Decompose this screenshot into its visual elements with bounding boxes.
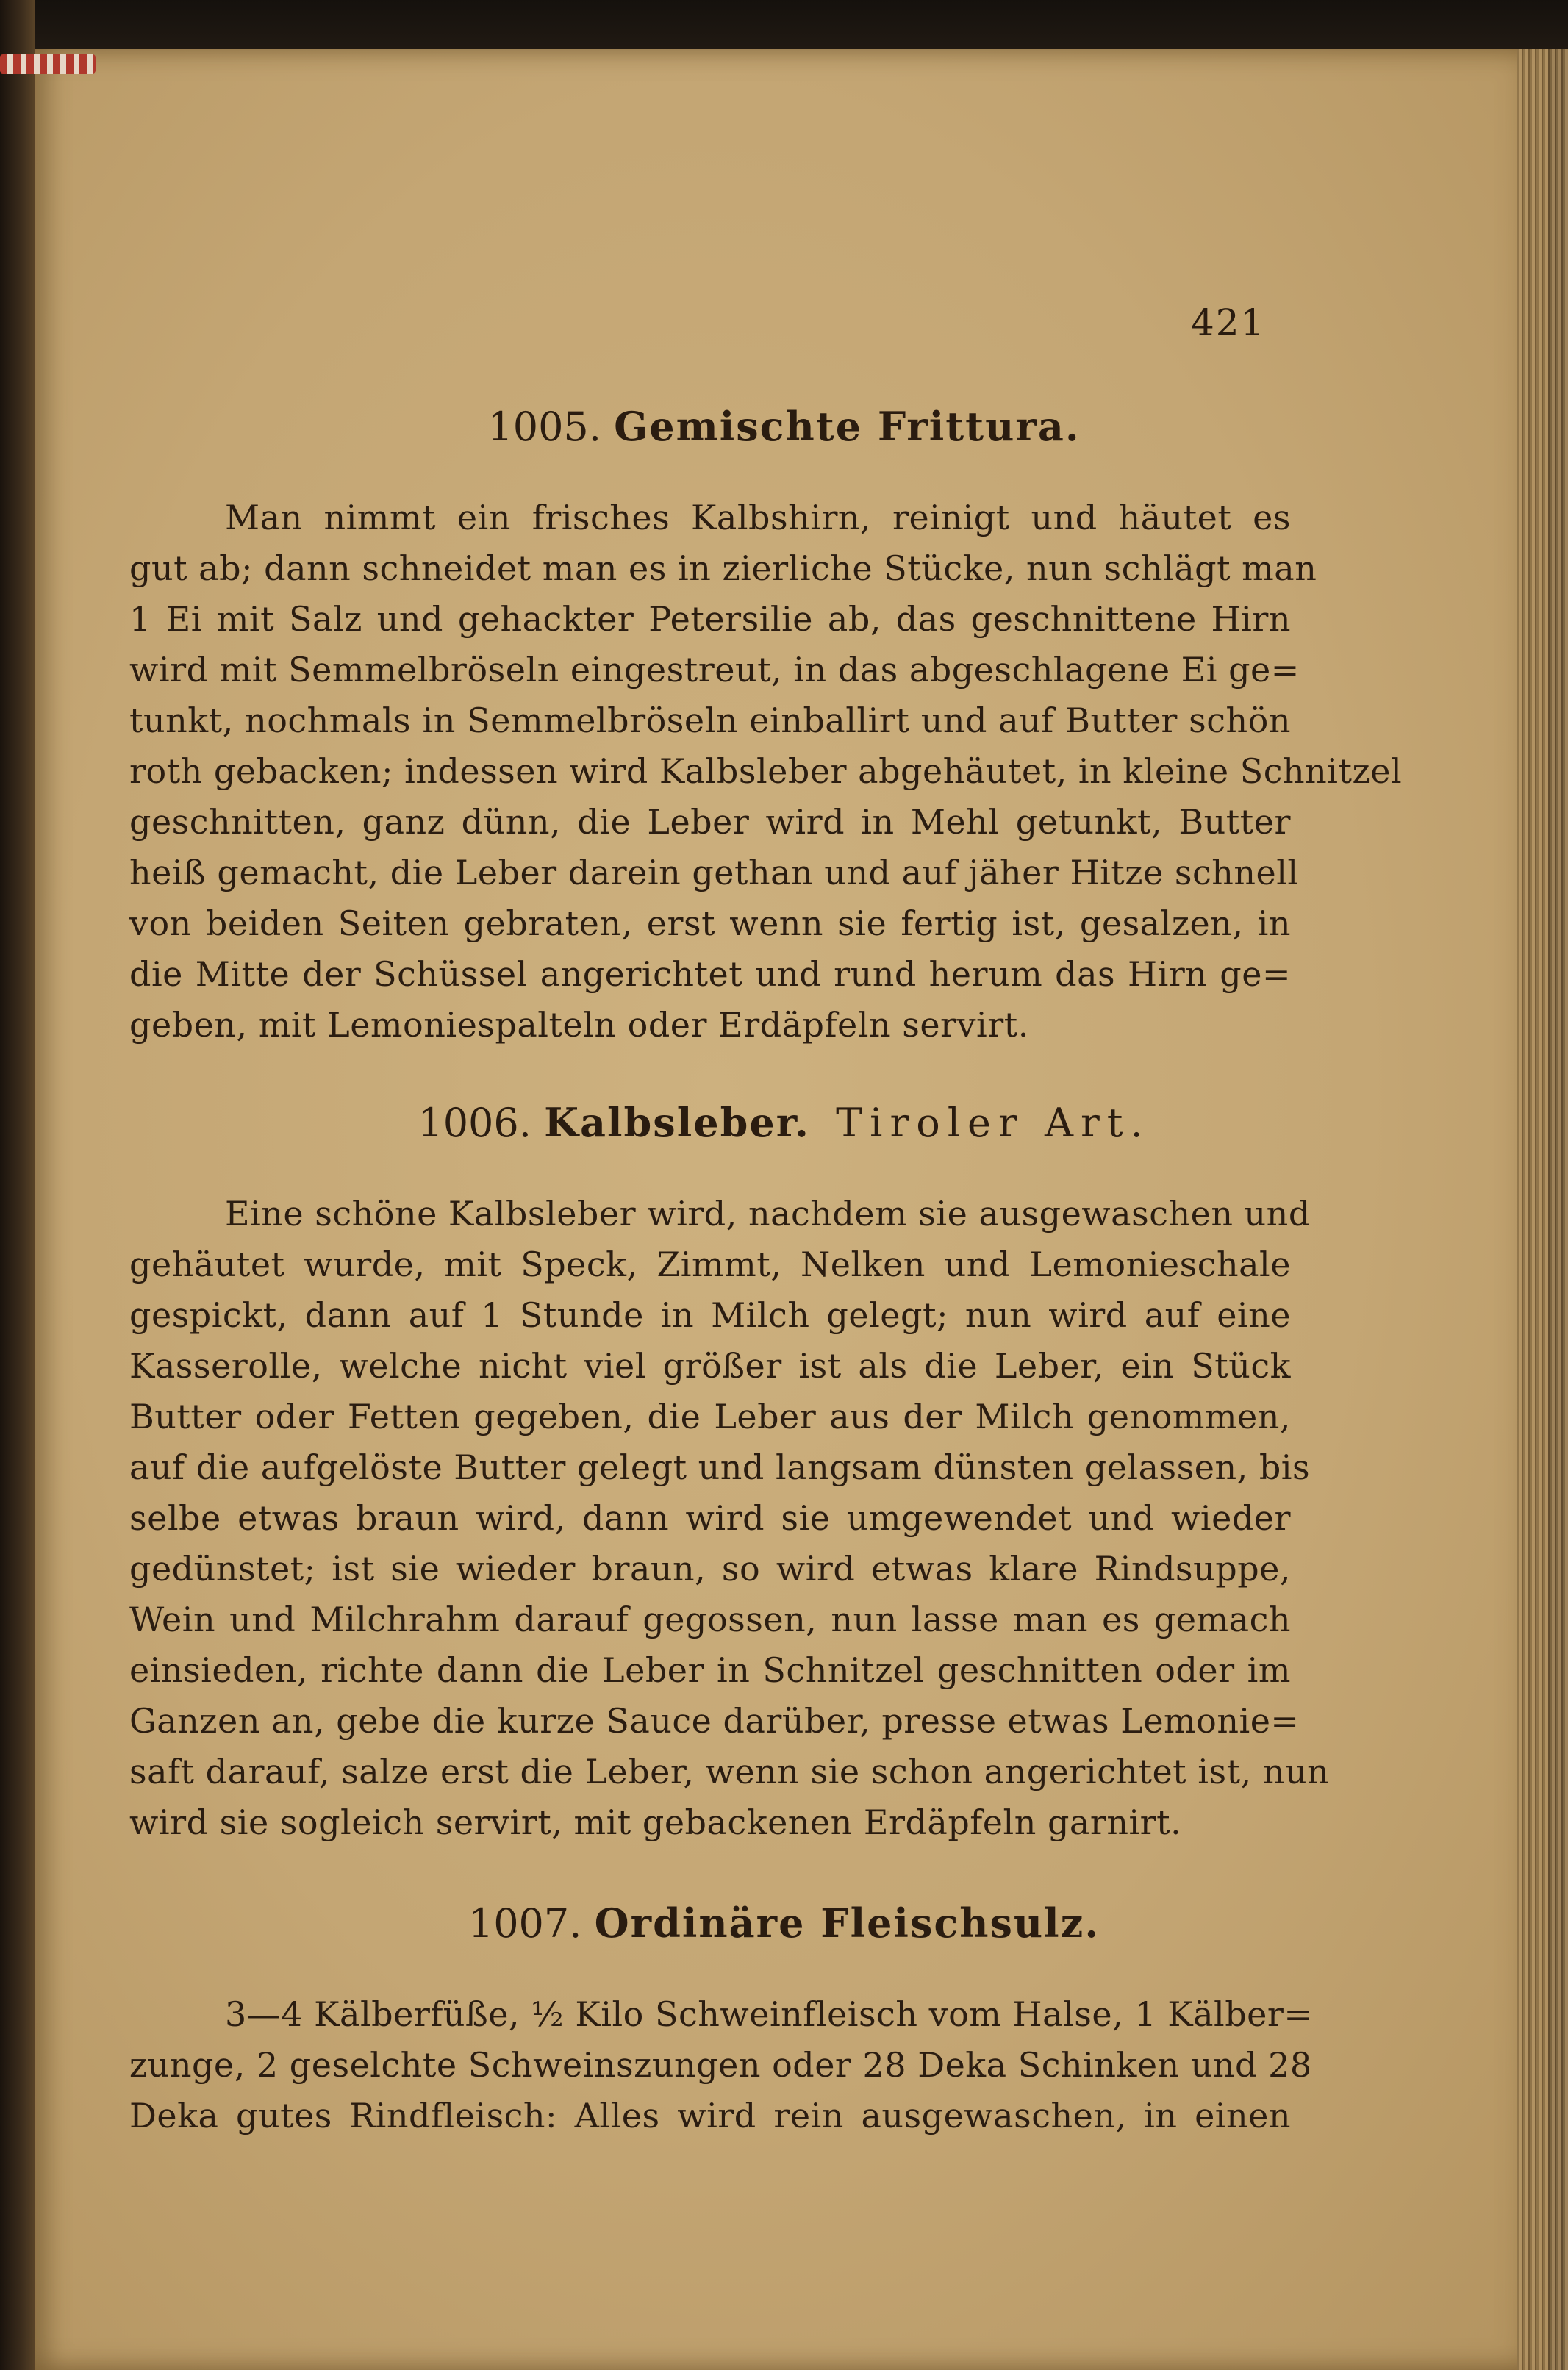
recipe-subtitle: Tiroler Art. <box>836 1100 1150 1146</box>
text-line: die Mitte der Schüssel angerichtet und rund herum das Hirn ge= <box>129 954 1291 994</box>
text-line: Man nimmt ein frisches Kalbshirn, reinigt und häutet es <box>225 498 1291 537</box>
binding-thread <box>0 54 96 74</box>
text-line: Ganzen an, gebe die kurze Sauce darüber, presse etwas Lemonie= <box>129 1701 1300 1741</box>
text-line: selbe etwas braun wird, dann wird sie umgewendet und wieder <box>129 1498 1291 1538</box>
recipe-heading <box>0 1900 1568 1947</box>
text-line: 1 Ei mit Salz und gehackter Petersilie ab, das geschnittene Hirn <box>129 599 1291 639</box>
text-line: heiß gemacht, die Leber darein gethan und auf jäher Hitze schnell <box>129 853 1299 892</box>
text-line: wird sie sogleich servirt, mit gebackenen Erdäpfeln garnirt. <box>129 1802 1182 1842</box>
recipe-text <box>129 1989 1313 2141</box>
recipe-text <box>129 1189 1330 1848</box>
book-binding <box>0 0 35 2370</box>
text-line: Kasserolle, welche nicht viel größer ist als die Leber, ein Stück <box>129 1346 1291 1386</box>
text-line: saft darauf, salze erst die Leber, wenn sie schon angerichtet ist, nun <box>129 1752 1330 1791</box>
recipe-title: Kalbsleber. <box>544 1099 810 1146</box>
text-line: tunkt, nochmals in Semmelbröseln einballirt und auf Butter schön <box>129 701 1291 740</box>
text-line: gehäutet wurde, mit Speck, Zimmt, Nelken und Lemonieschale <box>129 1245 1291 1284</box>
recipe-heading <box>0 403 1568 450</box>
text-line: gut ab; dann schneidet man es in zierliche Stücke, nun schlägt man <box>129 548 1317 588</box>
text-line: einsieden, richte dann die Leber in Schnitzel geschnitten oder im <box>129 1650 1291 1690</box>
recipe-number: 1006. <box>418 1100 531 1146</box>
page-number: 421 <box>1191 301 1266 344</box>
text-line: Wein und Milchrahm darauf gegossen, nun lasse man es gemach <box>129 1600 1291 1639</box>
recipe-title: Gemischte Frittura. <box>614 403 1081 450</box>
text-line: geschnitten, ganz dünn, die Leber wird in Mehl getunkt, Butter <box>129 802 1291 842</box>
page-stack-edges <box>1517 49 1568 2370</box>
text-line: gespickt, dann auf 1 Stunde in Milch gelegt; nun wird auf eine <box>129 1295 1291 1335</box>
recipe-text <box>129 493 1403 1050</box>
text-line: zunge, 2 geselchte Schweinszungen oder 28 Deka Schinken und 28 <box>129 2045 1312 2085</box>
recipe-title: Ordinäre Fleischsulz. <box>594 1900 1100 1947</box>
recipe-number: 1005. <box>487 404 601 450</box>
text-line: von beiden Seiten gebraten, erst wenn sie fertig ist, gesalzen, in <box>129 903 1291 943</box>
text-line: auf die aufgelöste Butter gelegt und langsam dünsten gelassen, bis <box>129 1447 1311 1487</box>
text-line: geben, mit Lemoniespalteln oder Erdäpfeln servirt. <box>129 1005 1029 1045</box>
text-line: Deka gutes Rindfleisch: Alles wird rein ausgewaschen, in einen <box>129 2096 1291 2135</box>
text-line: gedünstet; ist sie wieder braun, so wird etwas klare Rindsuppe, <box>129 1549 1291 1589</box>
text-line: 3—4 Kälberfüße, ½ Kilo Schweinfleisch vom Halse, 1 Kälber= <box>225 1994 1313 2034</box>
text-line: Eine schöne Kalbsleber wird, nachdem sie ausgewaschen und <box>225 1194 1311 1234</box>
text-line: roth gebacken; indessen wird Kalbsleber abgehäutet, in kleine Schnitzel <box>129 751 1403 791</box>
recipe-number: 1007. <box>468 1900 582 1947</box>
text-line: Butter oder Fetten gegeben, die Leber aus der Milch genommen, <box>129 1397 1291 1436</box>
text-line: wird mit Semmelbröseln eingestreut, in das abgeschlagene Ei ge= <box>129 650 1300 690</box>
recipe-heading <box>0 1099 1568 1146</box>
